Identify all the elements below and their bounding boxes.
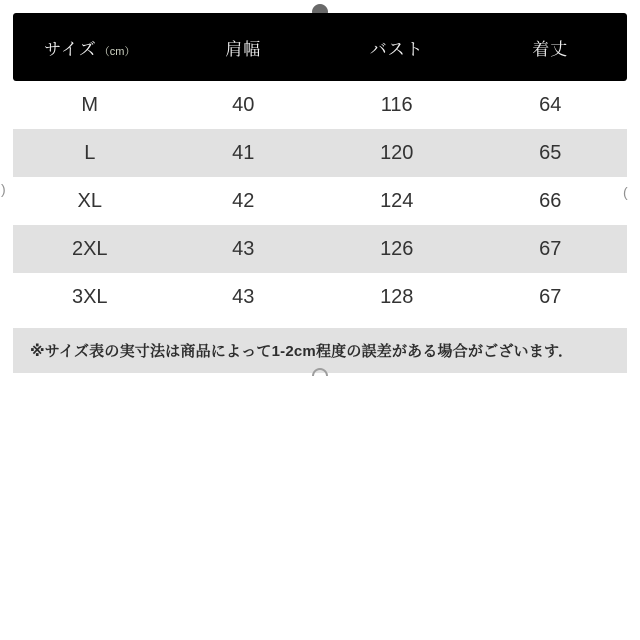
table-header-row	[13, 13, 627, 81]
size-unit-label: （cm）	[98, 45, 136, 58]
cell-bust: 124	[380, 189, 414, 212]
size-label: サイズ	[44, 39, 97, 59]
column-header-length: 着丈	[532, 39, 569, 59]
column-header-shoulder: 肩幅	[225, 39, 262, 59]
size-note-text: ※サイズ表の実寸法は商品によって1-2cm程度の誤差がある場合がございます．	[30, 343, 574, 360]
left-edge-mark: )	[1, 181, 6, 197]
cell-shoulder: 43	[232, 237, 255, 260]
cell-size: M	[81, 93, 99, 116]
cell-shoulder: 40	[232, 93, 255, 116]
cell-shoulder: 41	[232, 141, 255, 164]
cell-length: 67	[539, 237, 562, 260]
column-header-size	[13, 35, 167, 60]
cell-length: 67	[539, 285, 562, 308]
cell-length: 65	[539, 141, 562, 164]
cell-bust: 120	[380, 141, 414, 164]
column-header-bust: バスト	[369, 39, 424, 59]
cell-length: 66	[539, 189, 562, 212]
table-row-2xl	[13, 225, 627, 273]
size-table	[13, 13, 627, 373]
cell-bust: 126	[380, 237, 414, 260]
cell-size: XL	[77, 189, 102, 212]
table-row-3xl	[13, 273, 627, 321]
cell-size: 3XL	[71, 285, 108, 308]
cell-bust: 128	[380, 285, 414, 308]
table-row-l	[13, 129, 627, 177]
cell-bust: 116	[380, 93, 413, 116]
cell-length: 64	[539, 93, 562, 116]
cell-shoulder: 43	[232, 285, 255, 308]
table-row-xl	[13, 177, 627, 225]
table-row-m	[13, 81, 627, 129]
cell-size: 2XL	[71, 237, 108, 260]
cell-size: L	[84, 141, 96, 164]
cell-shoulder: 42	[232, 189, 255, 212]
right-edge-mark: (	[623, 184, 628, 200]
size-note-band	[13, 328, 627, 373]
